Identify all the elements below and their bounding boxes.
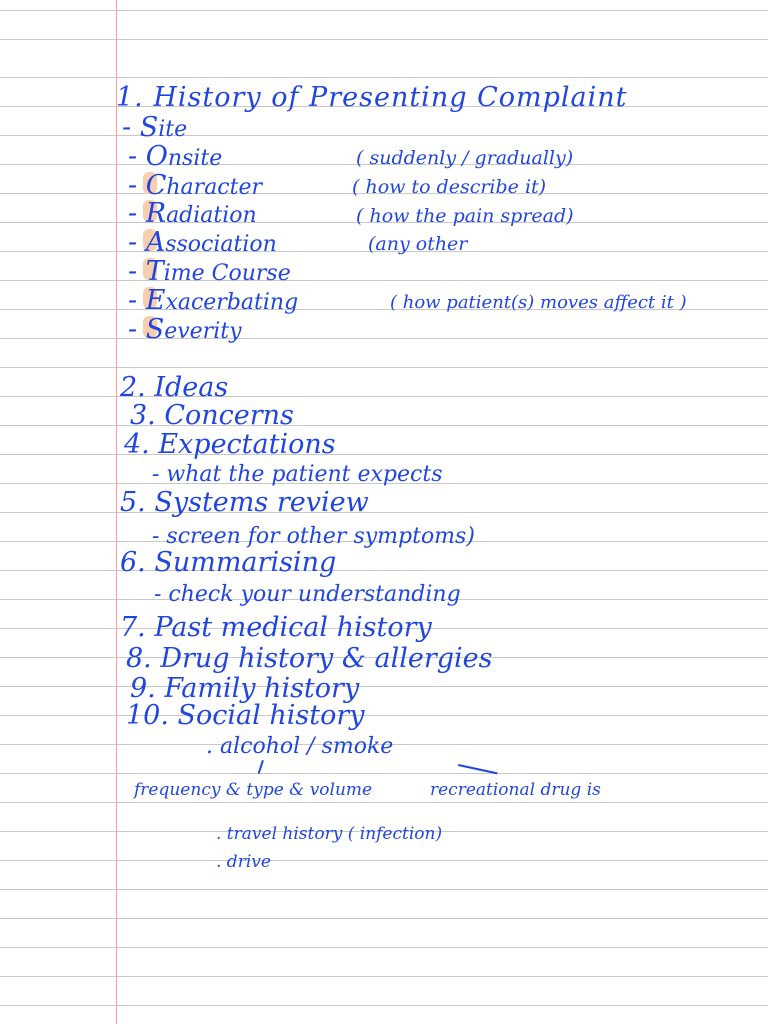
mnemonic-initial: R <box>145 198 167 229</box>
mnemonic-item: - Association <box>128 227 277 258</box>
mnemonic-note: ( how patient(s) moves affect it ) <box>390 292 687 313</box>
mnemonic-note: ( how the pain spread) <box>356 205 574 227</box>
list-item: 8. Drug history & allergies <box>126 643 493 674</box>
mnemonic-item: - Site <box>122 112 188 143</box>
social-subnote: frequency & type & volume <box>134 780 373 800</box>
list-item: 2. Ideas <box>120 372 229 403</box>
list-item: - screen for other symptoms) <box>152 524 475 549</box>
list-item: 4. Expectations <box>124 429 336 460</box>
social-subnote: recreational drug is <box>430 780 601 800</box>
mnemonic-item: - Time Course <box>128 256 291 287</box>
social-line: . drive <box>216 852 271 872</box>
section-heading: 1. History of Presenting Complaint <box>116 82 628 113</box>
mnemonic-note: (any other <box>368 233 468 255</box>
list-item: 9. Family history <box>130 673 360 704</box>
list-item: 3. Concerns <box>130 400 294 431</box>
mnemonic-item: - Onsite <box>128 141 223 172</box>
arrow-right <box>458 764 498 774</box>
mnemonic-initial: E <box>145 285 166 316</box>
mnemonic-item: - Exacerbating <box>128 285 299 316</box>
social-line: . travel history ( infection) <box>216 824 443 844</box>
arrow-left <box>258 760 264 774</box>
mnemonic-item: - Severity <box>128 314 242 345</box>
margin-line <box>116 0 117 1024</box>
list-item: 5. Systems review <box>120 487 369 518</box>
list-item: 6. Summarising <box>120 547 337 578</box>
list-item: 7. Past medical history <box>120 612 432 643</box>
list-item: - check your understanding <box>154 582 461 607</box>
mnemonic-item: - Character <box>128 170 263 201</box>
list-item: 10. Social history <box>126 700 365 731</box>
mnemonic-note: ( suddenly / gradually) <box>356 147 574 169</box>
mnemonic-item: - Radiation <box>128 198 257 229</box>
mnemonic-note: ( how to describe it) <box>352 176 547 198</box>
mnemonic-initial: A <box>145 227 166 258</box>
mnemonic-initial: T <box>145 256 164 287</box>
list-item: - what the patient expects <box>152 462 443 487</box>
social-line: . alcohol / smoke <box>206 734 394 759</box>
mnemonic-initial: S <box>139 112 159 143</box>
mnemonic-initial: C <box>145 170 167 201</box>
mnemonic-initial: O <box>145 141 168 172</box>
mnemonic-initial: S <box>145 314 165 345</box>
